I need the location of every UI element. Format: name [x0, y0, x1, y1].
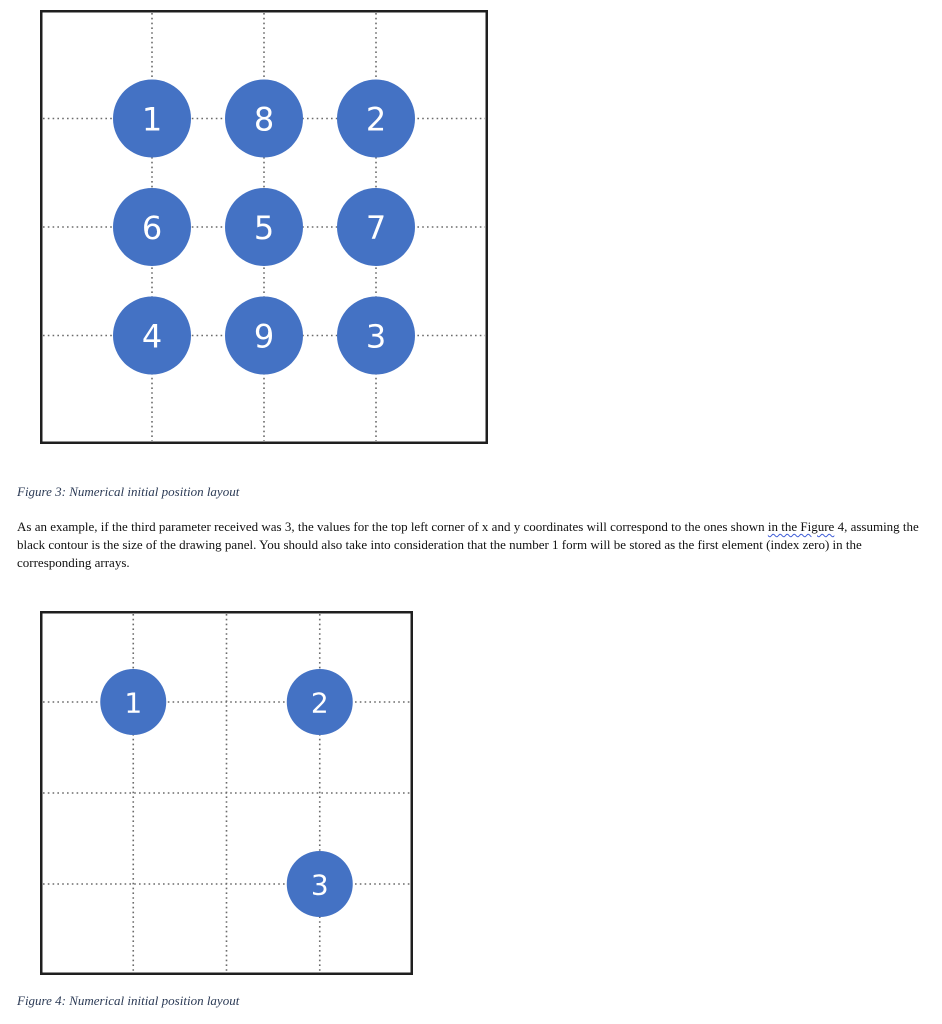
numbered-circle	[225, 297, 303, 375]
circle-number: 3	[310, 868, 329, 902]
figure-3-position-grid	[40, 10, 488, 444]
numbered-circle	[337, 297, 415, 375]
circle-layer	[113, 80, 415, 375]
numbered-circle	[113, 297, 191, 375]
circle-number: 2	[365, 100, 387, 139]
numbered-circle	[225, 80, 303, 158]
circle-number: 2	[310, 686, 329, 720]
body-paragraph	[17, 518, 922, 572]
circle-number: 1	[124, 686, 143, 720]
figure-4-caption: Figure 4: Numerical initial position layout	[17, 993, 240, 1008]
numbered-circle	[337, 188, 415, 266]
spellcheck-flagged-text[interactable]: in the Figure	[767, 519, 835, 534]
circle-number: 7	[365, 209, 387, 247]
numbered-circle	[113, 80, 191, 158]
circle-number: 6	[141, 209, 163, 247]
numbered-circle	[287, 851, 353, 917]
figure-4-position-grid	[40, 611, 413, 975]
paragraph-text-start: As an example, if the third parameter received was 3, the values for the top left corner of x and y coordinates will correspond to the ones shown	[17, 519, 768, 534]
circle-number: 8	[253, 100, 275, 139]
numbered-circle	[100, 669, 166, 735]
circle-number: 1	[141, 100, 163, 139]
circle-number: 5	[253, 209, 275, 247]
numbered-circle	[225, 188, 303, 266]
circle-number: 3	[365, 317, 387, 356]
circle-number: 9	[253, 317, 275, 356]
circle-number: 4	[141, 317, 163, 356]
numbered-circle	[287, 669, 353, 735]
numbered-circle	[337, 80, 415, 158]
figure-3-caption: Figure 3: Numerical initial position layout	[17, 484, 240, 499]
paragraph-text-end: 4, assuming the black contour is the size of the drawing panel. You should also take into consideration that the number 1 form will be stored as the first element (index zero) in the corresponding arrays.	[17, 519, 919, 570]
numbered-circle	[113, 188, 191, 266]
